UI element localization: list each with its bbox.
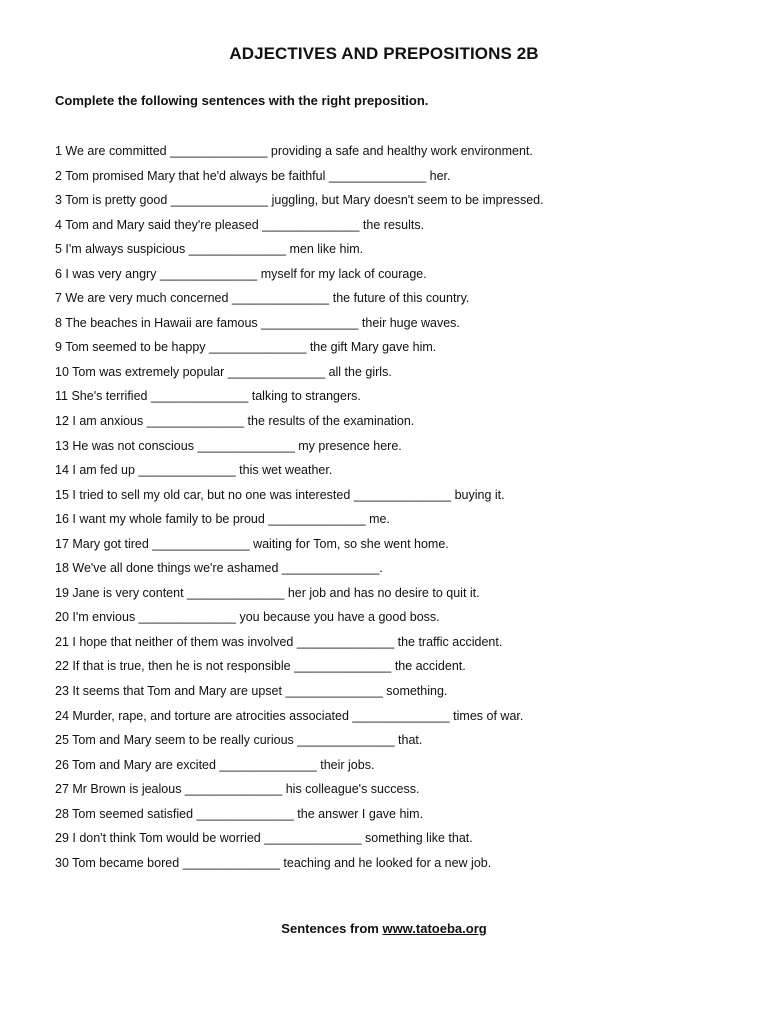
sentence-27: 27 Mr Brown is jealous ______________ his colleague's success. xyxy=(55,782,420,797)
sentence-15: 15 I tried to sell my old car, but no one was interested ______________ buying it. xyxy=(55,487,505,502)
sentence-14: 14 I am fed up ______________ this wet weather. xyxy=(55,463,333,478)
sentence-8: 8 The beaches in Hawaii are famous ______________ their huge waves. xyxy=(55,315,460,330)
instructions: Complete the following sentences with the right preposition. xyxy=(55,93,429,108)
sentence-10: 10 Tom was extremely popular ______________ all the girls. xyxy=(55,364,392,379)
sentence-16: 16 I want my whole family to be proud ______________ me. xyxy=(55,512,390,527)
sentence-7: 7 We are very much concerned ______________ the future of this country. xyxy=(55,291,470,306)
sentence-20: 20 I'm envious ______________ you because you have a good boss. xyxy=(55,610,440,625)
sentence-9: 9 Tom seemed to be happy ______________ the gift Mary gave him. xyxy=(55,340,437,355)
sentence-4: 4 Tom and Mary said they're pleased ______________ the results. xyxy=(55,217,425,232)
sentence-23: 23 It seems that Tom and Mary are upset ______________ something. xyxy=(55,684,448,699)
page-title: ADJECTIVES AND PREPOSITIONS 2B xyxy=(229,44,539,63)
sentence-26: 26 Tom and Mary are excited ______________ their jobs. xyxy=(55,757,375,772)
sentence-30: 30 Tom became bored ______________ teaching and he looked for a new job. xyxy=(55,855,492,870)
sentence-13: 13 He was not conscious ______________ my presence here. xyxy=(55,438,402,453)
sentence-list xyxy=(55,143,735,879)
sentence-12: 12 I am anxious ______________ the results of the examination. xyxy=(55,414,415,429)
sentence-1: 1 We are committed ______________ providing a safe and healthy work environment. xyxy=(55,144,533,158)
sentence-18: 18 We've all done things we're ashamed ______________. xyxy=(55,561,383,576)
sentence-19: 19 Jane is very content ______________ her job and has no desire to quit it. xyxy=(55,585,480,600)
sentence-5: 5 I'm always suspicious ______________ men like him. xyxy=(55,242,364,257)
footer-source xyxy=(0,921,768,936)
sentence-21: 21 I hope that neither of them was involved ______________ the traffic accident. xyxy=(55,634,503,649)
sentence-2: 2 Tom promised Mary that he'd always be faithful ______________ her. xyxy=(55,168,451,183)
sentence-17: 17 Mary got tired ______________ waiting for Tom, so she went home. xyxy=(55,536,449,551)
sentence-3: 3 Tom is pretty good ______________ juggling, but Mary doesn't seem to be impressed. xyxy=(55,193,544,208)
sentence-6: 6 I was very angry ______________ myself for my lack of courage. xyxy=(55,266,427,281)
sentence-25: 25 Tom and Mary seem to be really curious ______________ that. xyxy=(55,733,423,748)
sentence-29: 29 I don't think Tom would be worried ______________ something like that. xyxy=(55,831,473,846)
sentence-28: 28 Tom seemed satisfied ______________ the answer I gave him. xyxy=(55,806,424,821)
sentence-24: 24 Murder, rape, and torture are atrocities associated ______________ times of war. xyxy=(55,708,524,723)
tatoeba-link[interactable]: www.tatoeba.org xyxy=(382,921,487,936)
sentence-22: 22 If that is true, then he is not responsible ______________ the accident. xyxy=(55,659,466,674)
footer-prefix: Sentences from xyxy=(281,921,383,936)
sentence-11: 11 She's terrified ______________ talking to strangers. xyxy=(55,389,361,404)
